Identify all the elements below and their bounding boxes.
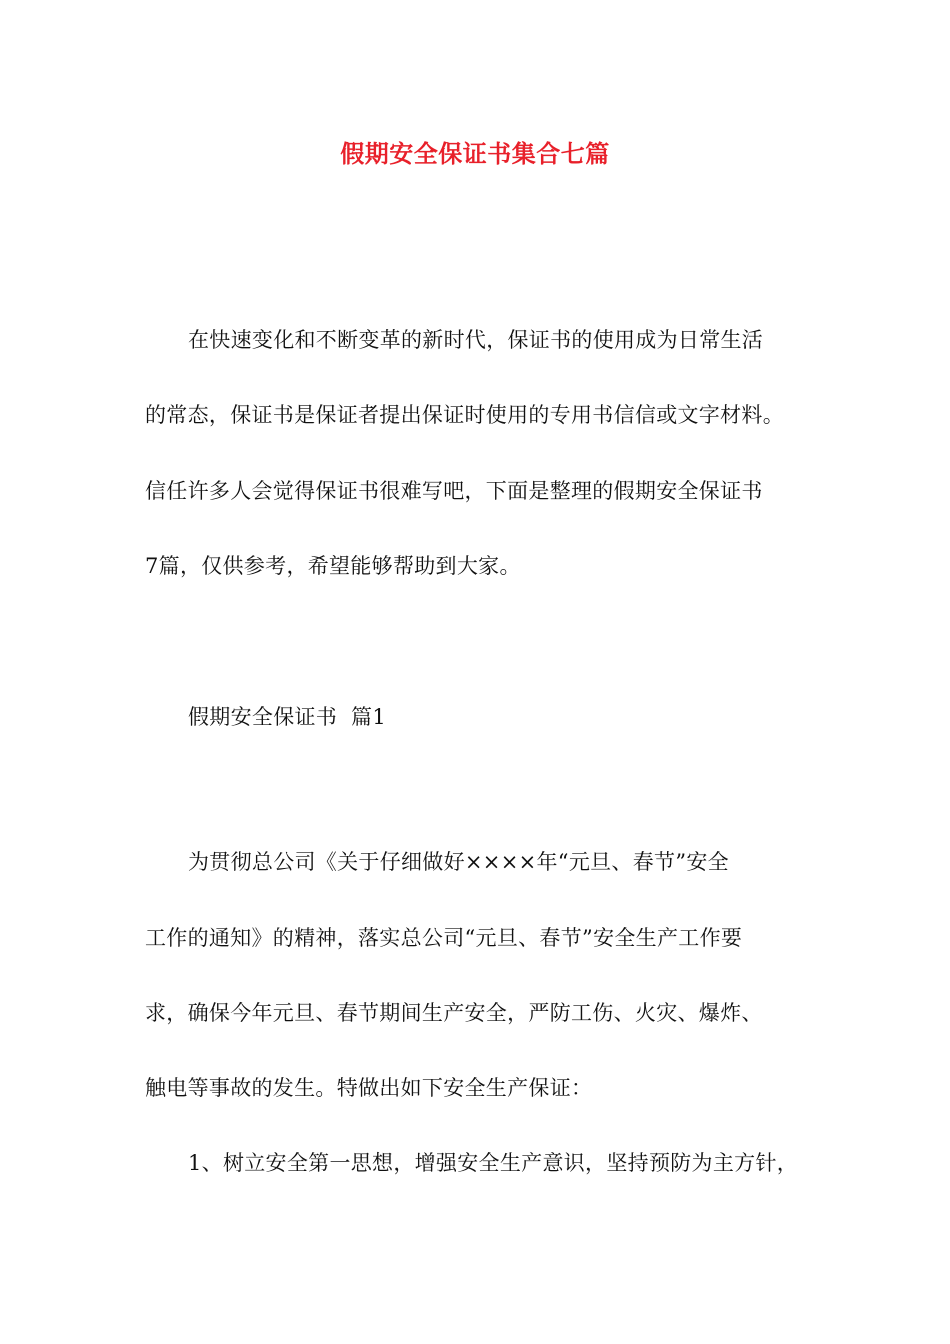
body-line-1: 为贯彻总公司《关于仔细做好××××年“元旦、春节”安全 xyxy=(188,850,729,874)
section-heading: 假期安全保证书 篇1 xyxy=(188,705,387,729)
body-line-2: 工作的通知》的精神，落实总公司“元旦、春节”安全生产工作要 xyxy=(145,926,743,950)
body-line-3: 求，确保今年元旦、春节期间生产安全，严防工伤、火灾、爆炸、 xyxy=(145,1001,763,1025)
intro-line-1: 在快速变化和不断变革的新时代，保证书的使用成为日常生活 xyxy=(188,328,764,352)
document-title: 假期安全保证书集合七篇 xyxy=(340,139,610,168)
intro-line-2: 的常态，保证书是保证者提出保证时使用的专用书信信或文字材料。 xyxy=(145,403,784,427)
intro-line-4: 7篇，仅供参考，希望能够帮助到大家。 xyxy=(145,554,521,578)
body-line-5: 1、树立安全第一思想，增强安全生产意识，坚持预防为主方针， xyxy=(188,1151,799,1175)
intro-line-3: 信任许多人会觉得保证书很难写吧，下面是整理的假期安全保证书 xyxy=(145,479,763,503)
body-line-4: 触电等事故的发生。特做出如下安全生产保证： xyxy=(145,1076,593,1100)
